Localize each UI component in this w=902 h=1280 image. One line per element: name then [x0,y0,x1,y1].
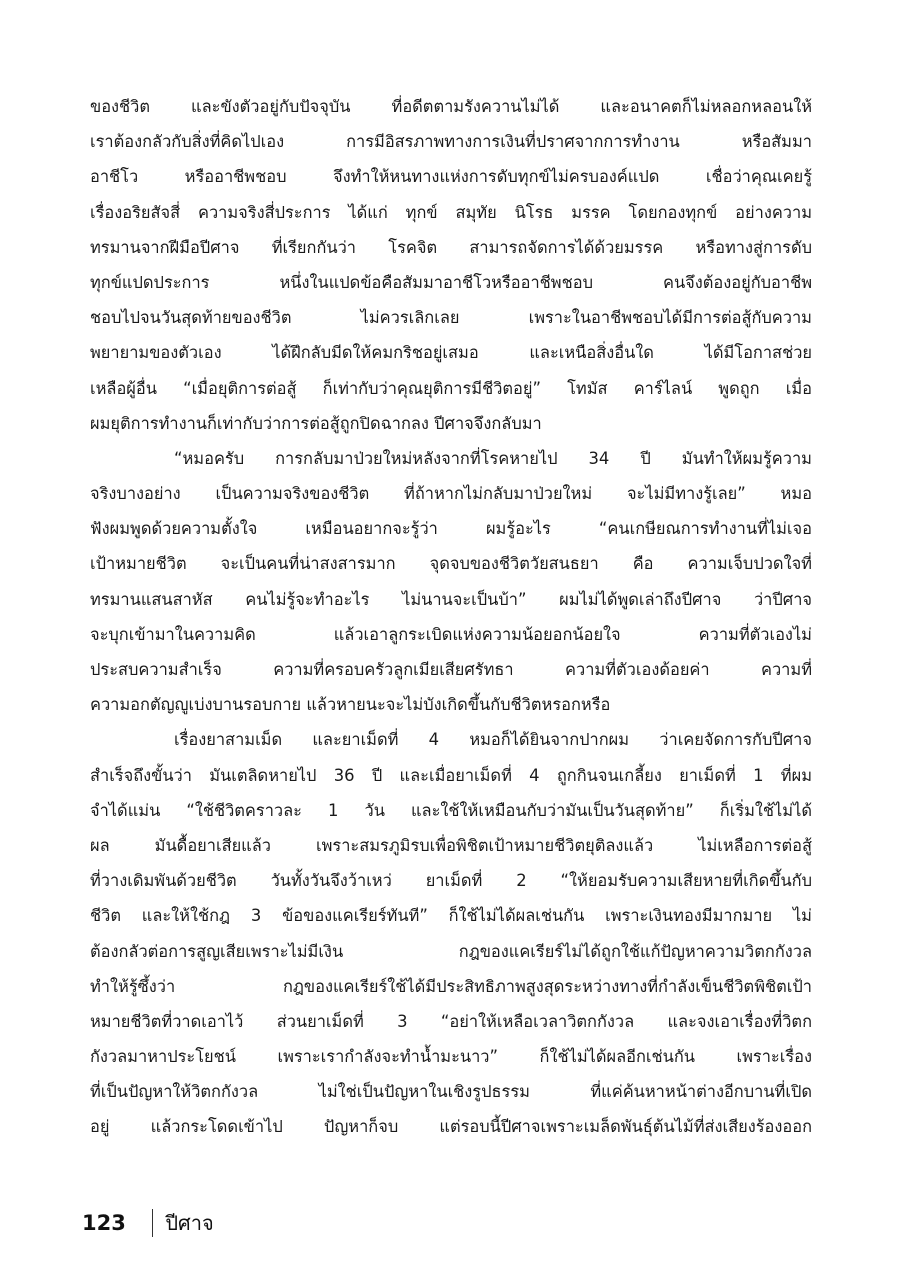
text-line: อยู่ แล้วกระโดดเข้าไป ปัญหาก็จบ แต่รอบนี้ปีศาจเพราะเมล็ดพันธุ์ต้นไม้ที่ส่งเสียงร้องออก [90,1117,812,1137]
running-title: ปีศาจ [165,1211,214,1235]
footer-divider [152,1209,154,1237]
text-line: ต้องกลัวต่อการสูญเสียเพราะไม่มีเงิน กฎของแคเรียร์ไม่ได้ถูกใช้แก้ปัญหาความวิตกกังวล [90,941,812,961]
text-line: ทรมานแสนสาหัส คนไม่รู้จะทำอะไร ไม่นานจะเป็นบ้า” ผมไม่ได้พูดเล่าถึงปีศาจ ว่าปีศาจ [90,589,812,609]
text-line: กังวลมาหาประโยชน์ เพราะเรากำลังจะทำน้ำมะนาว” ก็ใช้ไม่ได้ผลอีกเช่นกัน เพราะเรื่อง [90,1047,812,1067]
text-line: จำได้แม่น “ใช้ชีวิตคราวละ 1 วัน และใช้ให้เหมือนกับว่ามันเป็นวันสุดท้าย” ก็เริ่มใช้ไม่ได้ [90,800,812,820]
text-line: ชีวิต และให้ใช้กฎ 3 ข้อของแคเรียร์ทันที” ก็ใช้ไม่ได้ผลเช่นกัน เพราะเงินทองมีมากมาย ไม่ [90,906,812,926]
page-number: 123 [82,1211,126,1235]
text-line: เป้าหมายชีวิต จะเป็นคนที่น่าสงสารมาก จุดจบของชีวิตวัยสนธยา คือ ความเจ็บปวดใจที่ [90,554,812,574]
paragraph-end-line: ผมยุติการทำงานก็เท่ากับว่าการต่อสู้ถูกปิดฉากลง ปีศาจจึงกลับมา [90,413,542,433]
text-line: สำเร็จถึงขั้นว่า มันเตลิดหายไป 36 ปี และเมื่อยาเม็ดที่ 4 ถูกกินจนเกลี้ยง ยาเม็ดที่ 1 ที่ผม [90,765,812,785]
paragraph-end-line: ความอกตัญญูเบ่งบานรอบกาย แล้วหายนะจะไม่บังเกิดขึ้นกับชีวิตหรอกหรือ [90,695,611,715]
text-line: เหลือผู้อื่น “เมื่อยุติการต่อสู้ ก็เท่ากับว่าคุณยุติการมีชีวิตอยู่” โทมัส คาร์ไลน์ พูดถูก เมื่อ [90,378,812,398]
text-line: เราต้องกลัวกับสิ่งที่คิดไปเอง การมีอิสรภาพทางการเงินที่ปราศจากการทำงาน หรือสัมมา [90,132,812,152]
paragraph-first-line: เรื่องยาสามเม็ด และยาเม็ดที่ 4 หมอก็ได้ยินจากปากผม ว่าเคยจัดการกับปีศาจ [174,730,812,750]
text-line: จะบุกเข้ามาในความคิด แล้วเอาลูกระเบิดแห่งความน้อยอกน้อยใจ ความที่ตัวเองไม่ [90,624,812,644]
text-line: ชอบไปจนวันสุดท้ายของชีวิต ไม่ควรเลิกเลย เพราะในอาชีพชอบได้มีการต่อสู้กับความ [90,308,812,328]
text-line: ประสบความสำเร็จ ความที่ครอบครัวลูกเมียเสียศรัทธา ความที่ตัวเองด้อยค่า ความที่ [90,660,812,679]
text-line: พยายามของตัวเอง ได้ฝึกลับมีดให้คมกริชอยู่เสมอ และเหนือสิ่งอื่นใด ได้มีโอกาสช่วย [90,343,812,363]
text-line: เรื่องอริยสัจสี่ ความจริงสี่ประการ ได้แก่ ทุกข์ สมุทัย นิโรธ มรรค โดยกองทุกข์ อย่างความ [90,202,812,222]
page-footer [82,1205,214,1241]
paragraph-first-line: “หมอครับ การกลับมาป่วยใหม่หลังจากที่โรคหายไป 34 ปี มันทำให้ผมรู้ความ [174,448,812,468]
text-line: ทำให้รู้ซึ้งว่า กฎของแคเรียร์ใช้ได้มีประสิทธิภาพสูงสุดระหว่างทางที่กำลังเข็นชีวิตพิชิตเป้า [90,976,812,996]
text-line: ทรมานจากฝีมือปีศาจ ที่เรียกกันว่า โรคจิต สามารถจัดการได้ด้วยมรรค หรือทางสู่การดับ [90,237,812,257]
text-line: ฟังผมพูดด้วยความตั้งใจ เหมือนอยากจะรู้ว่า ผมรู้อะไร “คนเกษียณการทำงานที่ไม่เจอ [90,519,812,539]
text-line: จริงบางอย่าง เป็นความจริงของชีวิต ที่ถ้าหากไม่กลับมาป่วยใหม่ จะไม่มีทางรู้เลย” หมอ [90,484,812,504]
text-line: ที่วางเดิมพันด้วยชีวิต วันทั้งวันจึงว้าเหว่ ยาเม็ดที่ 2 “ให้ยอมรับความเสียหายที่เกิดขึ้นกับ [90,871,812,891]
body-text [90,89,812,1145]
text-line: หมายชีวิตที่วาดเอาไว้ ส่วนยาเม็ดที่ 3 “อย่าให้เหลือเวลาวิตกกังวล และจงเอาเรื่องที่วิตก [90,1011,812,1031]
text-line: อาชีโว หรืออาชีพชอบ จึงทำให้หนทางแห่งการดับทุกข์ไม่ครบองค์แปด เชื่อว่าคุณเคยรู้ [90,167,812,187]
text-line: ที่เป็นปัญหาให้วิตกกังวล ไม่ใช่เป็นปัญหาในเชิงรูปธรรม ที่แค่ค้นหาหน้าต่างอีกบานที่เปิด [90,1082,812,1102]
text-line: ทุกข์แปดประการ หนึ่งในแปดข้อคือสัมมาอาชีโวหรืออาชีพชอบ คนจึงต้องอยู่กับอาชีพ [90,272,812,292]
text-line: ของชีวิต และขังตัวอยู่กับปัจจุบัน ที่อดีตตามรังควานไม่ได้ และอนาคตก็ไม่หลอกหลอนให้ [90,97,812,116]
text-line: ผล มันดื้อยาเสียแล้ว เพราะสมรภูมิรบเพื่อพิชิตเป้าหมายชีวิตยุติลงแล้ว ไม่เหลือการต่อสู้ [90,835,812,855]
